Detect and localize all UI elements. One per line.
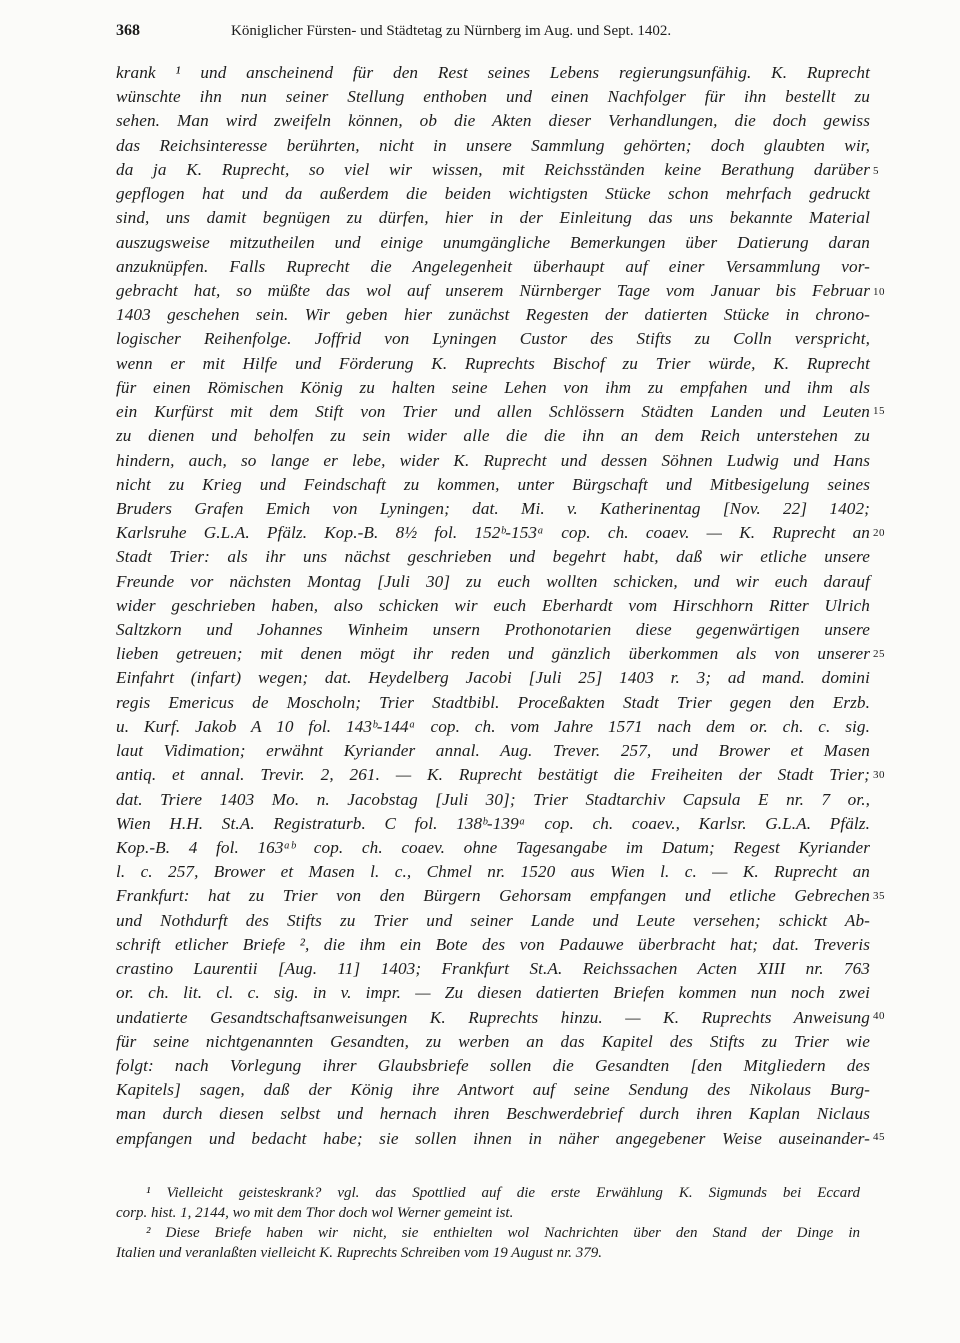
text-line: Freunde vor nächsten Montag [Juli 30] zu euch wollten schicken, und wir euch darauf [116, 571, 870, 591]
line-number-45: 45 [873, 1131, 885, 1143]
text-line: wider geschrieben haben, also schicken wir euch Eberhardt vom Hirschhorn Ritter Ulrich [116, 595, 870, 615]
text-line: nicht zu Krieg und Feindschaft zu kommen, unter Bürgschaft und Mitbesigelung seines [116, 474, 870, 494]
line-number-25: 25 [873, 648, 885, 660]
text-line: krank ¹ und anscheinend für den Rest seines Lebens regierungsunfähig. K. Ruprecht [116, 63, 870, 82]
footnote-1-line: ¹ Vielleicht geisteskrank? vgl. das Spottlied auf die erste Erwählung K. Sigmunds bei Eccard [146, 1185, 860, 1201]
line-number-20: 20 [873, 527, 885, 539]
text-line: or. ch. lit. cl. c. sig. in v. impr. — Zu diesen datierten Briefen kommen nun noch zwei [116, 983, 870, 1003]
footnote-2-line: ² Diese Briefe haben wir nicht, sie enthielten wol Nachrichten über den Stand der Dinge in [146, 1225, 860, 1241]
text-line: wenn er mit Hilfe und Förderung K. Ruprechts Bischof zu Trier würde, K. Ruprecht [116, 353, 870, 373]
text-line: logischer Reihenfolge. Joffrid von Lyningen Custor des Stifts zu Colln verspricht, [116, 329, 870, 349]
text-line: für einen Römischen König zu halten seine Lehen von ihm zu empfahen und ihm als [116, 377, 870, 397]
text-line: crastino Laurentii [Aug. 11] 1403; Frankfurt St.A. Reichssachen Acten XIII nr. 763 [116, 959, 870, 979]
line-number-5: 5 [873, 165, 879, 177]
text-line: u. Kurf. Jakob A 10 fol. 143ᵇ-144ᵃ cop. ch. vom Jahre 1571 nach dem or. ch. c. sig. [116, 716, 870, 736]
text-line: 1403 geschehen sein. Wir geben hier zunächst Regesten der datierten Stücke in chrono- [116, 305, 870, 325]
text-line: für seine nichtgenannten Gesandten, zu werben an das Kapitel des Stifts zu Trier wie [116, 1031, 870, 1051]
footnote-1-line: corp. hist. 1, 2144, wo mit dem Thor doch wol Werner gemeint ist. [116, 1205, 514, 1221]
text-line: Saltzkorn und Johannes Winheim unsern Prothonotarien diese gegenwärtigen unsere [116, 620, 870, 640]
text-line: laut Vidimation; erwähnt Kyriander annal. Aug. Trever. 257, und Brower et Masen [116, 741, 870, 761]
text-line: regis Emericus de Moscholn; Trier Stadtbibl. Proceßakten Stadt Trier gegen den Erzb. [116, 692, 870, 712]
text-line: empfangen und bedacht habe; sie sollen ihnen in näher angegebener Weise auseinander- [116, 1128, 870, 1148]
text-line: undatierte Gesandtschaftsanweisungen K. Ruprechts hinzu. — K. Ruprechts Anweisung [116, 1007, 870, 1027]
text-line: gepflogen hat und da außerdem die beiden wichtigsten Stücke schon mehrfach gedruckt [116, 184, 870, 204]
text-line: folgt: nach Vorlegung ihrer Glaubsbriefe sollen die Gesandten [den Mitgliedern des [116, 1055, 870, 1075]
text-line: auszugsweise mitzutheilen und einige unumgängliche Bemerkungen über Datierung daran [116, 232, 870, 252]
text-line: l. c. 257, Brower et Masen l. c., Chmel nr. 1520 aus Wien l. c. — K. Ruprecht an [116, 862, 870, 882]
running-header [116, 22, 868, 46]
text-line: Stadt Trier: als ihr uns nächst geschrieben und begehrt habt, daß wir etliche unsere [116, 547, 870, 567]
footnotes [116, 1183, 860, 1263]
text-line: wünschte ihn nun seiner Stellung enthoben und einen Nachfolger für ihn bestellt zu [116, 87, 870, 107]
text-line: hindern, auch, so lange er lebe, wider K. Ruprecht und dessen Söhnen Ludwig und Hans [116, 450, 870, 470]
text-line: dat. Triere 1403 Mo. n. Jacobstag [Juli 30]; Trier Stadtarchiv Capsula E nr. 7 or., [116, 789, 870, 809]
text-line: und Nothdurft des Stifts zu Trier und seiner Lande und Leute versehen; schickt Ab- [116, 910, 870, 930]
text-line: gebracht hat, so müßte das wol auf unserem Nürnberger Tage vom Januar bis Februar [116, 280, 870, 300]
text-line: man durch diesen selbst und hernach ihren Beschwerdebrief durch ihren Kaplan Niclaus [116, 1104, 870, 1124]
text-line: zu dienen und beholfen zu sein wider alle die die ihn an dem Reich unterstehen zu [116, 426, 870, 446]
text-line: Bruders Grafen Emich von Lyningen; dat. Mi. v. Katherinentag [Nov. 22] 1402; [116, 498, 870, 518]
text-line: Einfahrt (infart) wegen; dat. Heydelberg Jacobi [Juli 25] 1403 r. 3; ad mand. domini [116, 668, 870, 688]
text-line: das Reichsinteresse berührten, nicht in unsere Sammlung gehörten; doch glaubten wir, [116, 135, 870, 155]
line-number-40: 40 [873, 1010, 885, 1022]
main-text [116, 61, 870, 1151]
line-number-10: 10 [873, 286, 885, 298]
footnote-2-line: Italien und veranlaßten vielleicht K. Ruprechts Schreiben vom 19 August nr. 379. [116, 1245, 603, 1261]
line-number-35: 35 [873, 890, 885, 902]
page-number: 368 [116, 22, 140, 39]
text-line: Karlsruhe G.L.A. Pfälz. Kop.-B. 8½ fol. 152ᵇ-153ᵃ cop. ch. coaev. — K. Ruprecht an [116, 523, 870, 543]
text-line: sehen. Man wird zweifeln können, ob die Akten dieser Verhandlungen, die doch gewiss [116, 111, 870, 131]
text-line: Wien H.H. St.A. Registraturb. C fol. 138ᵇ-139ᵃ cop. ch. coaev., Karlsr. G.L.A. Pfälz. [116, 813, 870, 833]
text-line: lieben getreuen; mit denen mögt ihr reden und gänzlich überkommen als von unserer [116, 644, 870, 664]
text-line: Kop.-B. 4 fol. 163ᵃᵇ cop. ch. coaev. ohne Tagesangabe im Datum; Regest Kyriander [116, 838, 870, 857]
text-line: Kapitels] sagen, daß der König ihre Antwort auf seine Sendung des Nikolaus Burg- [116, 1080, 870, 1100]
text-line: ein Kurfürst mit dem Stift von Trier und allen Schlössern Städten Landen und Leuten [116, 402, 870, 422]
text-line: sind, uns damit begnügen zu dürfen, hier in der Einleitung das uns bekannte Material [116, 208, 870, 228]
text-line: da ja K. Ruprecht, so viel wir wissen, mit Reichsständen keine Berathung darüber [116, 159, 870, 179]
line-number-15: 15 [873, 405, 885, 417]
line-number-30: 30 [873, 769, 885, 781]
text-line: Frankfurt: hat zu Trier von den Bürgern Gehorsam empfangen und etliche Gebrechen [116, 886, 870, 906]
text-line: antiq. et annal. Trevir. 2, 261. — K. Ruprecht bestätigt die Freiheiten der Stadt Trier; [116, 765, 870, 785]
text-line: anzuknüpfen. Falls Ruprecht die Angelegenheit überhaupt auf einer Versammlung vor- [116, 256, 870, 276]
text-line: schrift etlicher Briefe ², die ihm ein Bote des von Padauwe überbracht hat; dat. Treveris [116, 934, 870, 954]
running-title: Königlicher Fürsten- und Städtetag zu Nürnberg im Aug. und Sept. 1402. [231, 23, 672, 39]
